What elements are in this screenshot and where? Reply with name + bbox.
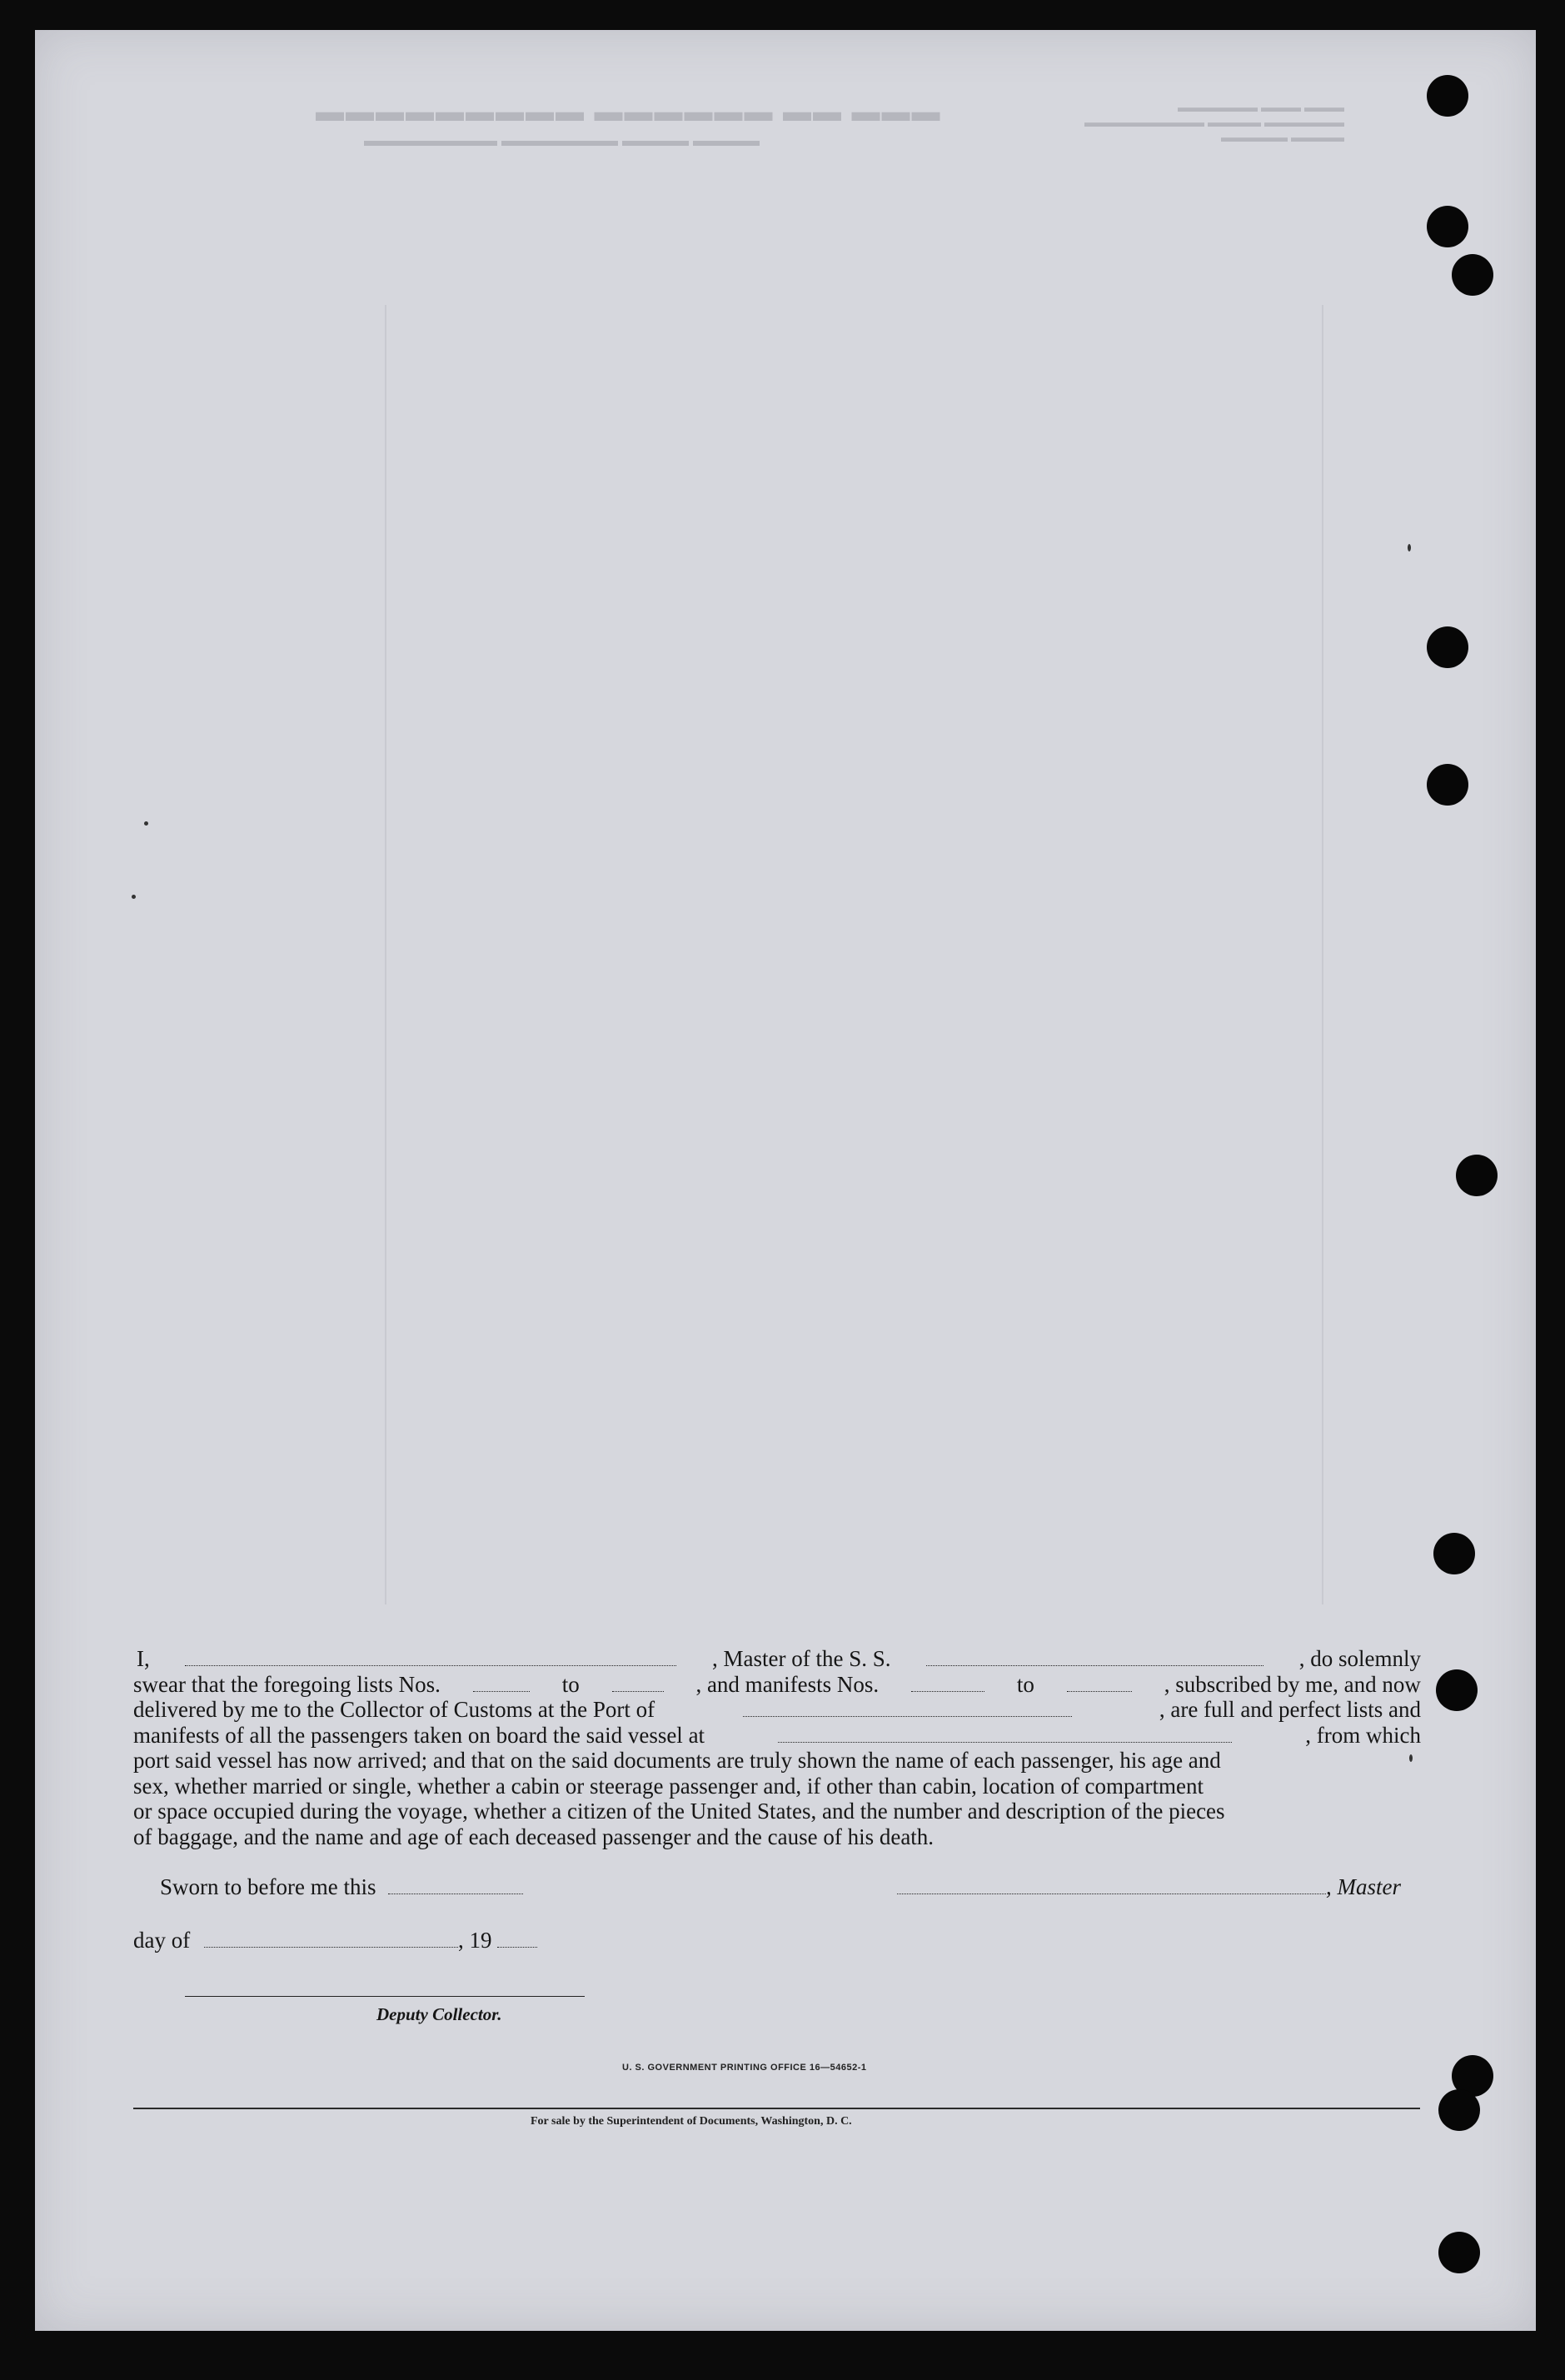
punch-hole [1456,1155,1498,1196]
for-sale-notice: For sale by the Superintendent of Documents, Washington, D. C. [531,2115,852,2128]
punch-hole [1436,1669,1478,1711]
footer-rule [133,2108,1420,2109]
punch-hole [1427,75,1468,117]
day-of-month-blank [204,1930,458,1948]
punch-hole [1438,2232,1480,2273]
manifests-to-blank [1067,1674,1132,1692]
ship-name-blank [926,1649,1263,1666]
oath-line: port said vessel has now arrived; and that on the said documents are truly shown the name of each passenger, his age and [133,1748,1221,1773]
year-blank [497,1930,537,1948]
bleed-through-column-rule [385,305,386,1604]
punch-hole [1438,2089,1480,2131]
printing-office-imprint: U. S. GOVERNMENT PRINTING OFFICE 16—54652-1 [622,2063,867,2073]
deputy-signature-line [185,1996,585,1997]
oath-line: manifests of all the passengers taken on board the said vessel at , from which [133,1722,1421,1748]
speck [1409,1754,1413,1762]
bleed-through-column-rule [1322,305,1323,1604]
punch-hole [1433,1533,1475,1574]
oath-paragraph [133,1646,1421,1849]
punch-hole [1427,764,1468,806]
punch-hole [1427,626,1468,668]
sworn-before-line: Sworn to before me this [160,1874,523,1900]
speck [1408,544,1411,551]
bleed-through-header-right: ▬▬▬ ▬▬▬ ▬▬▬▬▬▬ ▬▬▬▬▬▬ ▬▬▬▬ ▬▬▬▬▬▬▬▬▬ ▬▬▬▬ ▬▬▬▬▬ [1084,101,1344,145]
deputy-collector-label: Deputy Collector. [376,2004,502,2024]
speck [144,821,148,826]
punch-hole [1427,206,1468,247]
lists-to-blank [612,1674,664,1692]
oath-line: swear that the foregoing lists Nos. to , and manifests Nos. to , subscribed by me, and now [133,1671,1421,1697]
document-page [35,30,1536,2331]
punch-hole [1452,254,1493,296]
master-signature-blank [897,1877,1326,1894]
port-blank [743,1699,1072,1717]
bleed-through-subtitle: ▬▬▬▬ ▬▬▬▬ ▬▬▬▬▬▬▬ ▬▬▬▬▬▬▬▬ [364,132,760,150]
lists-from-blank [473,1674,530,1692]
day-of-line: day of , 19 [133,1928,537,1953]
bleed-through-title: ▬▬▬ ▬▬ ▬▬▬▬▬▬ ▬▬▬▬▬▬▬▬▬ [314,97,940,127]
oath-line: or space occupied during the voyage, whether a citizen of the United States, and the number and description of the pieces [133,1799,1225,1824]
oath-line: I, , Master of the S. S. , do solemnly [137,1646,1421,1671]
sworn-date-blank [388,1877,523,1894]
oath-line: delivered by me to the Collector of Customs at the Port of , are full and perfect lists and [133,1697,1421,1722]
oath-line: sex, whether married or single, whether a cabin or steerage passenger and, if other than cabin, location of compartment [133,1773,1204,1799]
departure-port-blank [778,1725,1232,1743]
master-signature-line: , Master [897,1874,1422,1900]
oath-line: of baggage, and the name and age of each deceased passenger and the cause of his death. [133,1824,935,1849]
manifests-from-blank [911,1674,984,1692]
speck [132,895,136,899]
master-name-blank [185,1649,676,1666]
